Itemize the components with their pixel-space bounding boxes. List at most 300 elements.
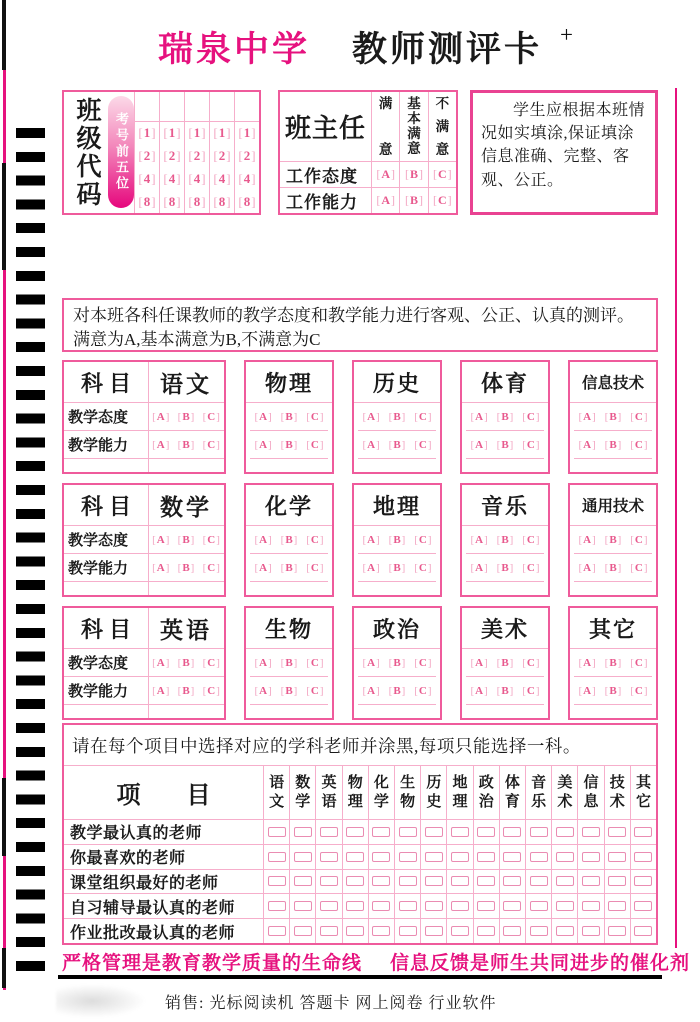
bubble-B[interactable]: [B] [604,561,622,574]
mark-box[interactable] [503,852,521,862]
mark-box[interactable] [608,852,626,862]
subject-row [62,606,658,720]
bubble-B[interactable]: [B] [604,684,622,697]
bubble-4[interactable]: [4] [188,170,206,186]
bubble-A[interactable]: [A] [362,684,380,697]
bubble-1[interactable]: [1] [213,125,231,141]
bubble-C[interactable]: [C] [202,533,220,546]
bubble-strip [358,526,436,554]
mark-box[interactable] [399,926,417,936]
subject-column-header: 音 乐 [526,766,552,819]
bubble-A[interactable]: [A] [362,438,380,451]
mark-cell [264,820,290,844]
mark-box[interactable] [634,827,652,837]
subject-column-header: 数 学 [290,766,316,819]
class-code-digit-cell [185,145,209,168]
mark-box[interactable] [451,852,469,862]
mark-box[interactable] [556,876,574,886]
bubble-A[interactable]: [A] [470,410,488,423]
bubble-A[interactable]: [A] [152,533,170,546]
selection-row-label: 作业批改最认真的老师 [64,919,264,943]
bubble-B[interactable]: [B] [388,684,406,697]
bubble-B[interactable]: [B] [496,561,514,574]
bubble-1[interactable]: [1] [238,125,256,141]
subject-column-header: 语 文 [264,766,290,819]
class-code-write-cell[interactable] [235,92,259,122]
mark-cell [343,820,369,844]
mark-cell [526,919,552,943]
bubble-4[interactable]: [4] [213,170,231,186]
bubble-cell [372,162,400,187]
subject-box [352,606,442,720]
bubble-B[interactable]: [B] [280,561,298,574]
mark-box[interactable] [346,926,364,936]
mark-box[interactable] [477,852,495,862]
bubble-strip [574,554,652,582]
bubble-B[interactable]: [B] [604,533,622,546]
bubble-A[interactable]: [A] [376,167,395,181]
class-code-column [209,92,234,213]
bubble-A[interactable]: [A] [152,684,170,697]
bubble-C[interactable]: [C] [414,561,432,574]
mark-cell [447,870,473,894]
subject-column-header: 政 治 [474,766,500,819]
bubble-B[interactable]: [B] [388,561,406,574]
bubble-B[interactable]: [B] [388,438,406,451]
mark-box[interactable] [634,876,652,886]
bubble-C[interactable]: [C] [522,656,540,669]
bubble-A[interactable]: [A] [254,684,272,697]
bubble-B[interactable]: [B] [280,438,298,451]
selection-rows [64,820,656,943]
bubble-A[interactable]: [A] [470,561,488,574]
class-code-column [184,92,209,213]
mark-box[interactable] [451,926,469,936]
mark-box[interactable] [294,876,312,886]
bubble-A[interactable]: [A] [578,410,596,423]
bubble-C[interactable]: [C] [522,561,540,574]
subject-name: 英语 [160,617,212,643]
mark-cell [290,845,316,869]
mark-cell [369,820,395,844]
mark-cell [474,894,500,918]
mark-cell [474,820,500,844]
bubble-B[interactable]: [B] [496,438,514,451]
mark-cell [290,870,316,894]
bubble-B[interactable]: [B] [496,533,514,546]
bubble-C[interactable]: [C] [202,410,220,423]
bubble-2[interactable]: [2] [213,148,231,164]
bubble-C[interactable]: [C] [630,438,648,451]
bubble-C[interactable]: [C] [630,533,648,546]
mark-cell [264,919,290,943]
bubble-4[interactable]: [4] [138,170,156,186]
selection-row [64,918,656,943]
bubble-8[interactable]: [8] [138,193,156,209]
subject-column-header: 技 术 [605,766,631,819]
mark-box[interactable] [530,926,548,936]
mark-box[interactable] [634,901,652,911]
bubble-strip [574,649,652,677]
bubble-C[interactable]: [C] [306,438,324,451]
bubble-A[interactable]: [A] [362,410,380,423]
mark-cell [605,870,631,894]
mark-box[interactable] [425,827,443,837]
bubble-A[interactable]: [A] [362,533,380,546]
bubble-A[interactable]: [A] [254,533,272,546]
mark-cell [500,870,526,894]
bubble-A[interactable]: [A] [152,561,170,574]
bubble-C[interactable]: [C] [414,533,432,546]
subject-box [460,360,550,474]
subject-name: 语文 [160,371,212,397]
mark-cell [552,919,578,943]
bubble-A[interactable]: [A] [254,438,272,451]
bubble-C[interactable]: [C] [202,656,220,669]
mark-box[interactable] [477,926,495,936]
bubble-B[interactable]: [B] [177,684,195,697]
mark-box[interactable] [320,926,338,936]
mark-box[interactable] [608,827,626,837]
mark-cell [290,919,316,943]
mark-box[interactable] [399,876,417,886]
mark-box[interactable] [608,901,626,911]
mark-box[interactable] [503,827,521,837]
bubble-B[interactable]: [B] [177,561,195,574]
mark-box[interactable] [530,852,548,862]
bubble-4[interactable]: [4] [163,170,181,186]
bubble-2[interactable]: [2] [188,148,206,164]
subject-column-header: 历 史 [421,766,447,819]
mark-box[interactable] [425,926,443,936]
mark-box[interactable] [503,926,521,936]
mark-cell [395,894,421,918]
mark-box[interactable] [268,901,286,911]
bubble-A[interactable]: [A] [578,438,596,451]
bubble-8[interactable]: [8] [213,193,231,209]
mark-cell [447,845,473,869]
bubble-A[interactable]: [A] [578,656,596,669]
mark-box[interactable] [425,852,443,862]
bubble-A[interactable]: [A] [470,656,488,669]
class-code-write-cell[interactable] [185,92,209,122]
bubble-A[interactable]: [A] [152,410,170,423]
head-teacher-label: 班主任 [280,92,372,161]
mark-box[interactable] [425,901,443,911]
class-code-box [62,90,261,215]
mark-box[interactable] [608,876,626,886]
bubble-C[interactable]: [C] [414,438,432,451]
mark-cell [578,919,604,943]
bubble-C[interactable]: [C] [522,438,540,451]
bubble-A[interactable]: [A] [470,684,488,697]
mark-box[interactable] [634,926,652,936]
mark-cell [343,870,369,894]
mark-box[interactable] [399,827,417,837]
bubble-C[interactable]: [C] [306,684,324,697]
mark-box[interactable] [451,827,469,837]
bubble-A[interactable]: [A] [376,193,395,207]
bubble-A[interactable]: [A] [470,438,488,451]
mark-cell [421,919,447,943]
rating-option: 基 本 满 意 [400,92,428,161]
bubble-C[interactable]: [C] [306,561,324,574]
mark-cell [316,820,342,844]
mark-box[interactable] [582,926,600,936]
bubble-cell [372,188,400,213]
mark-box[interactable] [451,876,469,886]
bubble-B[interactable]: [B] [177,410,195,423]
subject-box [568,483,658,597]
edge-black-segment [2,948,6,988]
subject-column-header: 地 理 [447,766,473,819]
mark-box[interactable] [320,901,338,911]
class-code-write-cell[interactable] [135,92,159,122]
selection-row-label: 你最喜欢的老师 [64,845,264,869]
mark-box[interactable] [530,876,548,886]
mark-box[interactable] [556,901,574,911]
bubble-B[interactable]: [B] [388,656,406,669]
bubble-B[interactable]: [B] [496,656,514,669]
bubble-C[interactable]: [C] [522,533,540,546]
mark-cell [343,919,369,943]
mark-box[interactable] [372,852,390,862]
mark-box[interactable] [268,876,286,886]
bubble-B[interactable]: [B] [388,533,406,546]
bubble-C[interactable]: [C] [306,533,324,546]
mark-box[interactable] [556,852,574,862]
bubble-8[interactable]: [8] [163,193,181,209]
subject-row [62,360,658,474]
bubble-B[interactable]: [B] [604,656,622,669]
subject-column-header: 英 语 [316,766,342,819]
class-code-digit-cell [135,145,159,168]
selection-row [64,893,656,918]
bubble-C[interactable]: [C] [630,656,648,669]
mark-box[interactable] [268,852,286,862]
bubble-C[interactable]: [C] [414,656,432,669]
bubble-A[interactable]: [A] [578,561,596,574]
mark-box[interactable] [372,926,390,936]
head-teacher-rows [280,162,456,213]
bubble-A[interactable]: [A] [362,656,380,669]
mark-box[interactable] [372,827,390,837]
mark-box[interactable] [372,901,390,911]
subject-box [244,360,334,474]
mark-box[interactable] [556,827,574,837]
evaluation-instruction [62,298,658,352]
bubble-C[interactable]: [C] [630,684,648,697]
bubble-C[interactable]: [C] [414,684,432,697]
mark-box[interactable] [503,901,521,911]
mark-box[interactable] [320,827,338,837]
mark-cell [474,870,500,894]
bubble-C[interactable]: [C] [202,561,220,574]
bubble-A[interactable]: [A] [152,438,170,451]
mark-box[interactable] [294,926,312,936]
mark-box[interactable] [530,901,548,911]
bubble-B[interactable]: [B] [496,410,514,423]
mark-box[interactable] [530,827,548,837]
bubble-C[interactable]: [C] [414,410,432,423]
bubble-A[interactable]: [A] [578,684,596,697]
mark-box[interactable] [477,827,495,837]
bubble-B[interactable]: [B] [177,438,195,451]
mark-cell [631,845,656,869]
mark-box[interactable] [451,901,469,911]
mark-box[interactable] [294,827,312,837]
subject-name: 生物 [246,608,332,649]
mark-cell [474,919,500,943]
edge-black-segment [2,778,6,856]
subject-name: 音乐 [462,485,548,526]
mark-box[interactable] [634,852,652,862]
mark-box[interactable] [477,901,495,911]
bubble-8[interactable]: [8] [188,193,206,209]
mark-box[interactable] [582,876,600,886]
mark-cell [578,820,604,844]
bubble-cell [400,162,428,187]
bubble-4[interactable]: [4] [238,170,256,186]
bubble-2[interactable]: [2] [238,148,256,164]
mark-cell [578,845,604,869]
bubble-1[interactable]: [1] [138,125,156,141]
bubble-B[interactable]: [B] [604,438,622,451]
bubble-C[interactable]: [C] [522,684,540,697]
class-code-digit-cell [210,145,234,168]
bubble-C[interactable]: [C] [522,410,540,423]
mark-box[interactable] [346,852,364,862]
bubble-8[interactable]: [8] [238,193,256,209]
subject-name: 物理 [246,362,332,403]
bubble-B[interactable]: [B] [404,167,423,181]
subject-box [352,360,442,474]
bubble-cell [429,162,456,187]
mark-box[interactable] [294,901,312,911]
row-label: 教学态度 [68,533,129,549]
mark-box[interactable] [268,926,286,936]
mark-box[interactable] [346,827,364,837]
mark-cell [447,894,473,918]
bubble-1[interactable]: [1] [188,125,206,141]
subject-box-first [62,606,226,720]
bubble-strip [574,403,652,431]
bubble-B[interactable]: [B] [604,410,622,423]
slogan-right: 信息反馈是师生共同进步的催化剂 [390,953,691,974]
bubble-C[interactable]: [C] [630,561,648,574]
bubble-strip [250,649,328,677]
bubble-2[interactable]: [2] [138,148,156,164]
mark-box[interactable] [294,852,312,862]
bubble-B[interactable]: [B] [177,656,195,669]
bubble-C[interactable]: [C] [306,410,324,423]
bubble-strip [466,431,544,459]
omr-timing-marks [16,128,45,971]
bubble-A[interactable]: [A] [152,656,170,669]
mark-box[interactable] [582,827,600,837]
bubble-B[interactable]: [B] [388,410,406,423]
bubble-A[interactable]: [A] [254,410,272,423]
mark-box[interactable] [556,926,574,936]
bubble-A[interactable]: [A] [254,561,272,574]
mark-cell [552,820,578,844]
mark-cell [421,820,447,844]
class-code-write-cell[interactable] [210,92,234,122]
bubble-B[interactable]: [B] [280,410,298,423]
mark-box[interactable] [268,827,286,837]
bubble-C[interactable]: [C] [432,193,452,207]
mark-box[interactable] [320,852,338,862]
bubble-A[interactable]: [A] [362,561,380,574]
bubble-B[interactable]: [B] [496,684,514,697]
print-smudge [56,984,146,1018]
mark-box[interactable] [582,901,600,911]
mark-cell [316,894,342,918]
instruction-line-2: 满意为A,基本满意为B,不满意为C [73,330,321,350]
rating-option: 满 意 [372,92,400,161]
bubble-B[interactable]: [B] [280,684,298,697]
row-label: 教学能力 [68,438,129,454]
bubble-A[interactable]: [A] [470,533,488,546]
class-code-label: 班级代码 [73,96,100,209]
row-label: 工作态度 [280,162,372,187]
bubble-C[interactable]: [C] [432,167,452,181]
mark-box[interactable] [372,876,390,886]
bubble-B[interactable]: [B] [280,533,298,546]
class-code-digit-cell [185,168,209,191]
bubble-C[interactable]: [C] [202,684,220,697]
subject-name: 政治 [354,608,440,649]
mark-box[interactable] [582,852,600,862]
selection-header-row [64,765,656,820]
mark-box[interactable] [608,926,626,936]
mark-box[interactable] [399,901,417,911]
bubble-C[interactable]: [C] [202,438,220,451]
mark-cell [526,894,552,918]
fill-in-notice: 学生应根据本班情况如实填涂,保证填涂信息准确、完整、客观、公正。 [470,90,658,215]
mark-cell [264,894,290,918]
mark-box[interactable] [399,852,417,862]
row-label: 教学能力 [68,684,129,700]
subject-column-header: 体 育 [500,766,526,819]
corner-label: 科目 [80,370,137,396]
mark-box[interactable] [346,901,364,911]
bubble-2[interactable]: [2] [163,148,181,164]
mark-cell [316,870,342,894]
bubble-B[interactable]: [B] [177,533,195,546]
selection-row [64,820,656,844]
bubble-C[interactable]: [C] [630,410,648,423]
mark-box[interactable] [346,876,364,886]
subject-box-first [62,483,226,597]
mark-box[interactable] [503,876,521,886]
bubble-1[interactable]: [1] [163,125,181,141]
bubble-C[interactable]: [C] [306,656,324,669]
mark-box[interactable] [477,876,495,886]
mark-box[interactable] [425,876,443,886]
bubble-A[interactable]: [A] [578,533,596,546]
mark-cell [578,870,604,894]
bubble-B[interactable]: [B] [404,193,423,207]
bubble-A[interactable]: [A] [254,656,272,669]
school-name: 瑞泉中学 [157,30,310,69]
subject-box [352,483,442,597]
class-code-write-cell[interactable] [160,92,184,122]
subject-box [460,606,550,720]
bubble-B[interactable]: [B] [280,656,298,669]
mark-cell [421,894,447,918]
mark-box[interactable] [320,876,338,886]
